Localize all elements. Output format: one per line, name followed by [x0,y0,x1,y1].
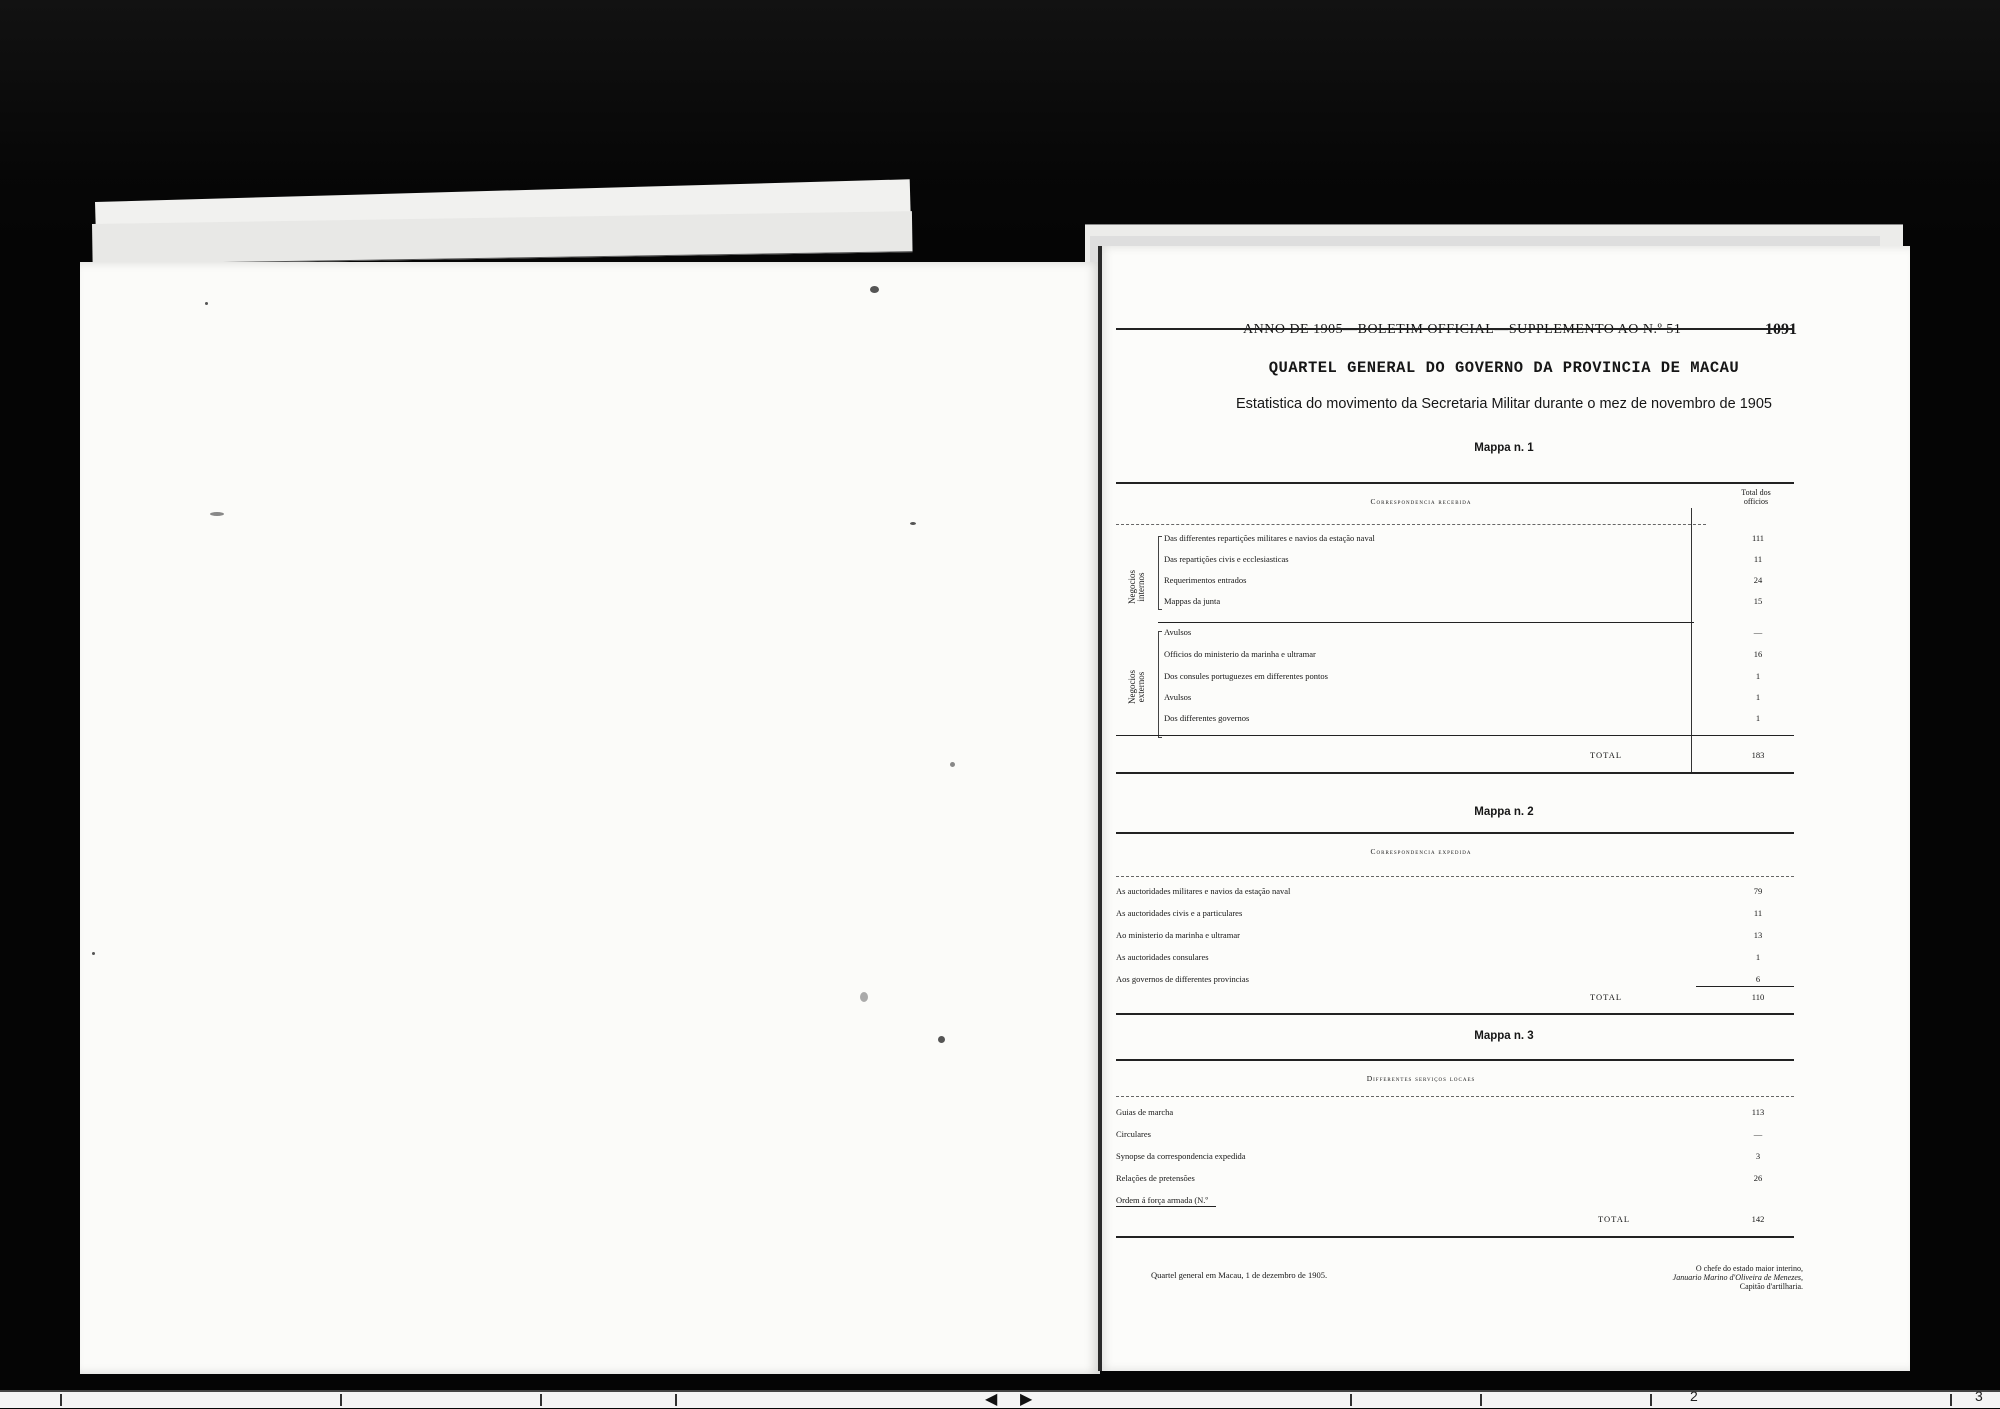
mappa2-row: As auctoridades militares e navios da estação naval [1116,886,1688,896]
ruler-tick [60,1394,62,1406]
group-internos-brace [1158,536,1162,610]
right-page [1098,246,1910,1371]
mappa2-row: Aos governos de differentes provincias [1116,974,1688,984]
mappa2-row-value: 11 [1753,908,1763,918]
ruler-tick [1350,1394,1352,1406]
mappa1-row-value: 1 [1755,692,1761,702]
mappa3-bottom-rule [1116,1236,1794,1238]
page-number: 1091 [1765,321,1797,338]
mappa2-row-value: 13 [1753,930,1763,940]
mappa1-row: Officios do ministerio da marinha e ultramar [1164,649,1686,659]
mappa2-bottom-rule [1116,1013,1794,1015]
ink-speck [950,762,955,767]
mappa1-row-value: 11 [1753,554,1763,564]
mappa3-title: Mappa n. 3 [1474,1030,1534,1042]
ruler-tick [1650,1394,1652,1406]
mappa3-row: Relações de pretensões [1116,1173,1688,1183]
mappa1-row-value: 1 [1755,713,1761,723]
mappa1-total-rule [1116,735,1794,736]
header-rule [1116,328,1794,330]
ruler-tick [540,1394,542,1406]
mappa1-row-value: — [1753,627,1763,637]
mappa1-row: Dos differentes governos [1164,713,1686,723]
mappa1-row: Das repartições civis e ecclesiasticas [1164,554,1686,564]
mappa3-row: Circulares [1116,1129,1688,1139]
mappa2-title: Mappa n. 2 [1474,806,1534,818]
mappa2-row-value: 79 [1753,886,1763,896]
mappa1-row-value: 1 [1755,671,1761,681]
mappa2-row-value: 6 [1755,974,1761,984]
left-page [80,262,1100,1374]
mappa2-row: As auctoridades consulares [1116,952,1688,962]
ruler-number: 2 [1690,1388,1698,1404]
mappa3-row-value: — [1753,1129,1763,1139]
group-internos-label: Negocios internos [1127,570,1146,604]
total-heading-line2: officios [1743,497,1769,506]
signature-line: O chefe do estado maior interino, [1695,1264,1803,1273]
ink-speck [210,512,224,516]
mappa1-top-rule [1116,482,1794,484]
mappa2-total-label: TOTAL [1590,992,1623,1002]
ruler-tick [340,1394,342,1406]
mappa2-row-value: 1 [1755,952,1761,962]
mappa3-row-value: 26 [1753,1173,1763,1183]
mappa2-section-heading: Correspondencia expedida [1370,847,1472,856]
mappa1-bottom-rule [1116,772,1794,774]
mappa2-total-value: 110 [1751,992,1765,1002]
ruler-number: 3 [1975,1388,1983,1404]
ruler-tick [675,1394,677,1406]
mappa1-column-divider [1691,508,1692,773]
mappa3-row-value: 3 [1755,1151,1761,1161]
mappa1-row-value: 15 [1753,596,1763,606]
place-date: Quartel general em Macau, 1 de dezembro de 1905. [1151,1270,1328,1280]
mappa1-section-heading: Correspondencia recebida [1370,497,1472,506]
mappa1-group-rule [1158,622,1694,623]
mappa3-sub-rule [1116,1096,1794,1097]
mappa3-top-rule [1116,1059,1794,1061]
ink-speck [860,992,868,1002]
mappa1-sub-rule [1116,524,1706,525]
page-gutter [1098,246,1102,1371]
running-head: ANNO DE 1905—BOLETIM OFFICIAL—SUPPLEMENTO AO N.º 51 [1243,322,1682,337]
mappa2-row: As auctoridades civis e a particulares [1116,908,1688,918]
mappa3-row-value: 113 [1751,1107,1765,1117]
ink-speck [205,302,208,305]
scan-ruler [0,1390,2000,1408]
ruler-tick [1480,1394,1482,1406]
mappa3-total-value: 142 [1751,1214,1765,1224]
mappa1-row-value: 24 [1753,575,1763,585]
ink-speck [92,952,95,955]
total-column-heading [1716,488,1796,506]
ink-speck [938,1036,945,1043]
mappa3-row: Synopse da correspondencia expedida [1116,1151,1688,1161]
org-title: QUARTEL GENERAL DO GOVERNO DA PROVINCIA DE MACAU [1268,359,1740,377]
mappa1-total-value: 183 [1751,750,1765,760]
ink-speck [910,522,916,525]
mappa1-row-value: 16 [1753,649,1763,659]
mappa2-top-rule [1116,832,1794,834]
group-externos-label: Negocios externos [1127,670,1146,704]
mappa1-title: Mappa n. 1 [1474,442,1534,454]
signature-block [1618,1264,1803,1291]
ruler-arrow-right-icon: ▶ [1020,1391,1033,1408]
mappa1-row-value: 111 [1751,533,1765,543]
mappa1-row: Requerimentos entrados [1164,575,1686,585]
signature-name: Januario Marino d'Oliveira de Menezes, [1672,1273,1803,1282]
mappa1-total-label: TOTAL [1590,750,1623,760]
mappa1-row: Avulsos [1164,692,1686,702]
ink-speck [870,286,879,293]
total-heading-line1: Total dos [1741,488,1771,497]
mappa2-row: Ao ministerio da marinha e ultramar [1116,930,1688,940]
document-subtitle: Estatistica do movimento da Secretaria Militar durante o mez de novembro de 1905 [1236,396,1772,412]
mappa1-row: Avulsos [1164,627,1686,637]
mappa3-row: Ordem á força armada (N.º [1116,1195,1688,1205]
mappa2-total-rule [1696,986,1794,987]
ruler-arrow-left-icon: ◀ [985,1391,998,1408]
signature-rank: Capitão d'artilharia. [1739,1282,1803,1291]
mappa1-row: Dos consules portuguezes em differentes pontos [1164,671,1686,681]
mappa3-row: Guias de marcha [1116,1107,1688,1117]
mappa3-total-label: TOTAL [1598,1214,1631,1224]
mappa2-sub-rule [1116,876,1794,877]
mappa3-section-heading: Differentes serviços locaes [1366,1074,1476,1083]
mappa3-total-rule [1116,1206,1216,1207]
mappa1-row: Mappas da junta [1164,596,1686,606]
group-externos-brace [1158,631,1162,738]
ruler-tick [1950,1394,1952,1406]
mappa1-row: Das differentes repartições militares e navios da estação naval [1164,533,1686,543]
